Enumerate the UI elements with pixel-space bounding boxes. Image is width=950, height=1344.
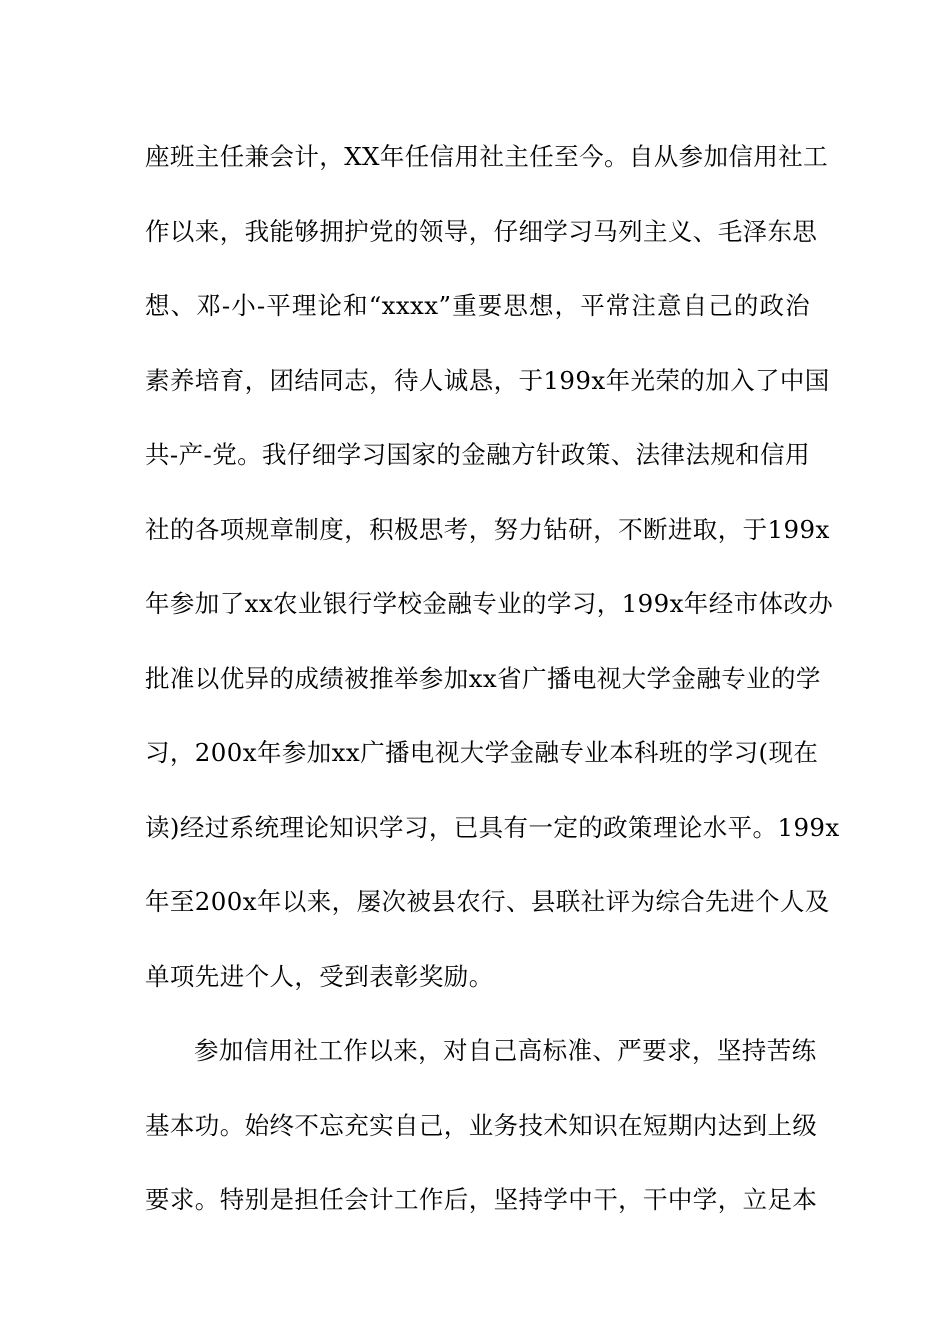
text-line: 参加信用社工作以来，对自己高标准、严要求，坚持苦练	[194, 1036, 817, 1065]
text-line: 习，200x年参加xx广播电视大学金融专业本科班的学习(现在	[145, 738, 819, 767]
text-line: 单项先进个人，受到表彰奖励。	[145, 961, 494, 991]
document-body	[145, 134, 840, 1252]
text-line: 作以来，我能够拥护党的领导，仔细学习马列主义、毛泽东思	[145, 216, 818, 246]
text-line: 社的各项规章制度，积极思考，努力钻研，不断进取，于199x	[145, 514, 830, 544]
text-line: 想、邓-小-平理论和“xxxx”重要思想，平常注意自己的政治	[145, 291, 810, 320]
text-line: 年至200x年以来，屡次被县农行、县联社评为综合先进个人及	[145, 887, 830, 916]
text-line: 读)经过系统理论知识学习，已具有一定的政策理论水平。199x	[145, 812, 840, 842]
text-line: 年参加了xx农业银行学校金融专业的学习，199x年经市体改办	[145, 589, 834, 618]
text-line: 素养培育，团结同志，待人诚恳，于199x年光荣的加入了中国	[145, 365, 830, 395]
text-line: 座班主任兼会计，XX年任信用社主任至今。自从参加信用社工	[145, 142, 829, 171]
text-line: 批准以优异的成绩被推举参加xx省广播电视大学金融专业的学	[145, 663, 821, 693]
text-line: 共-产-党。我仔细学习国家的金融方针政策、法律法规和信用	[145, 440, 810, 469]
text-line: 基本功。始终不忘充实自己，业务技术知识在短期内达到上级	[145, 1110, 818, 1140]
text-line: 要求。特别是担任会计工作后，坚持学中干，干中学，立足本	[145, 1185, 818, 1214]
